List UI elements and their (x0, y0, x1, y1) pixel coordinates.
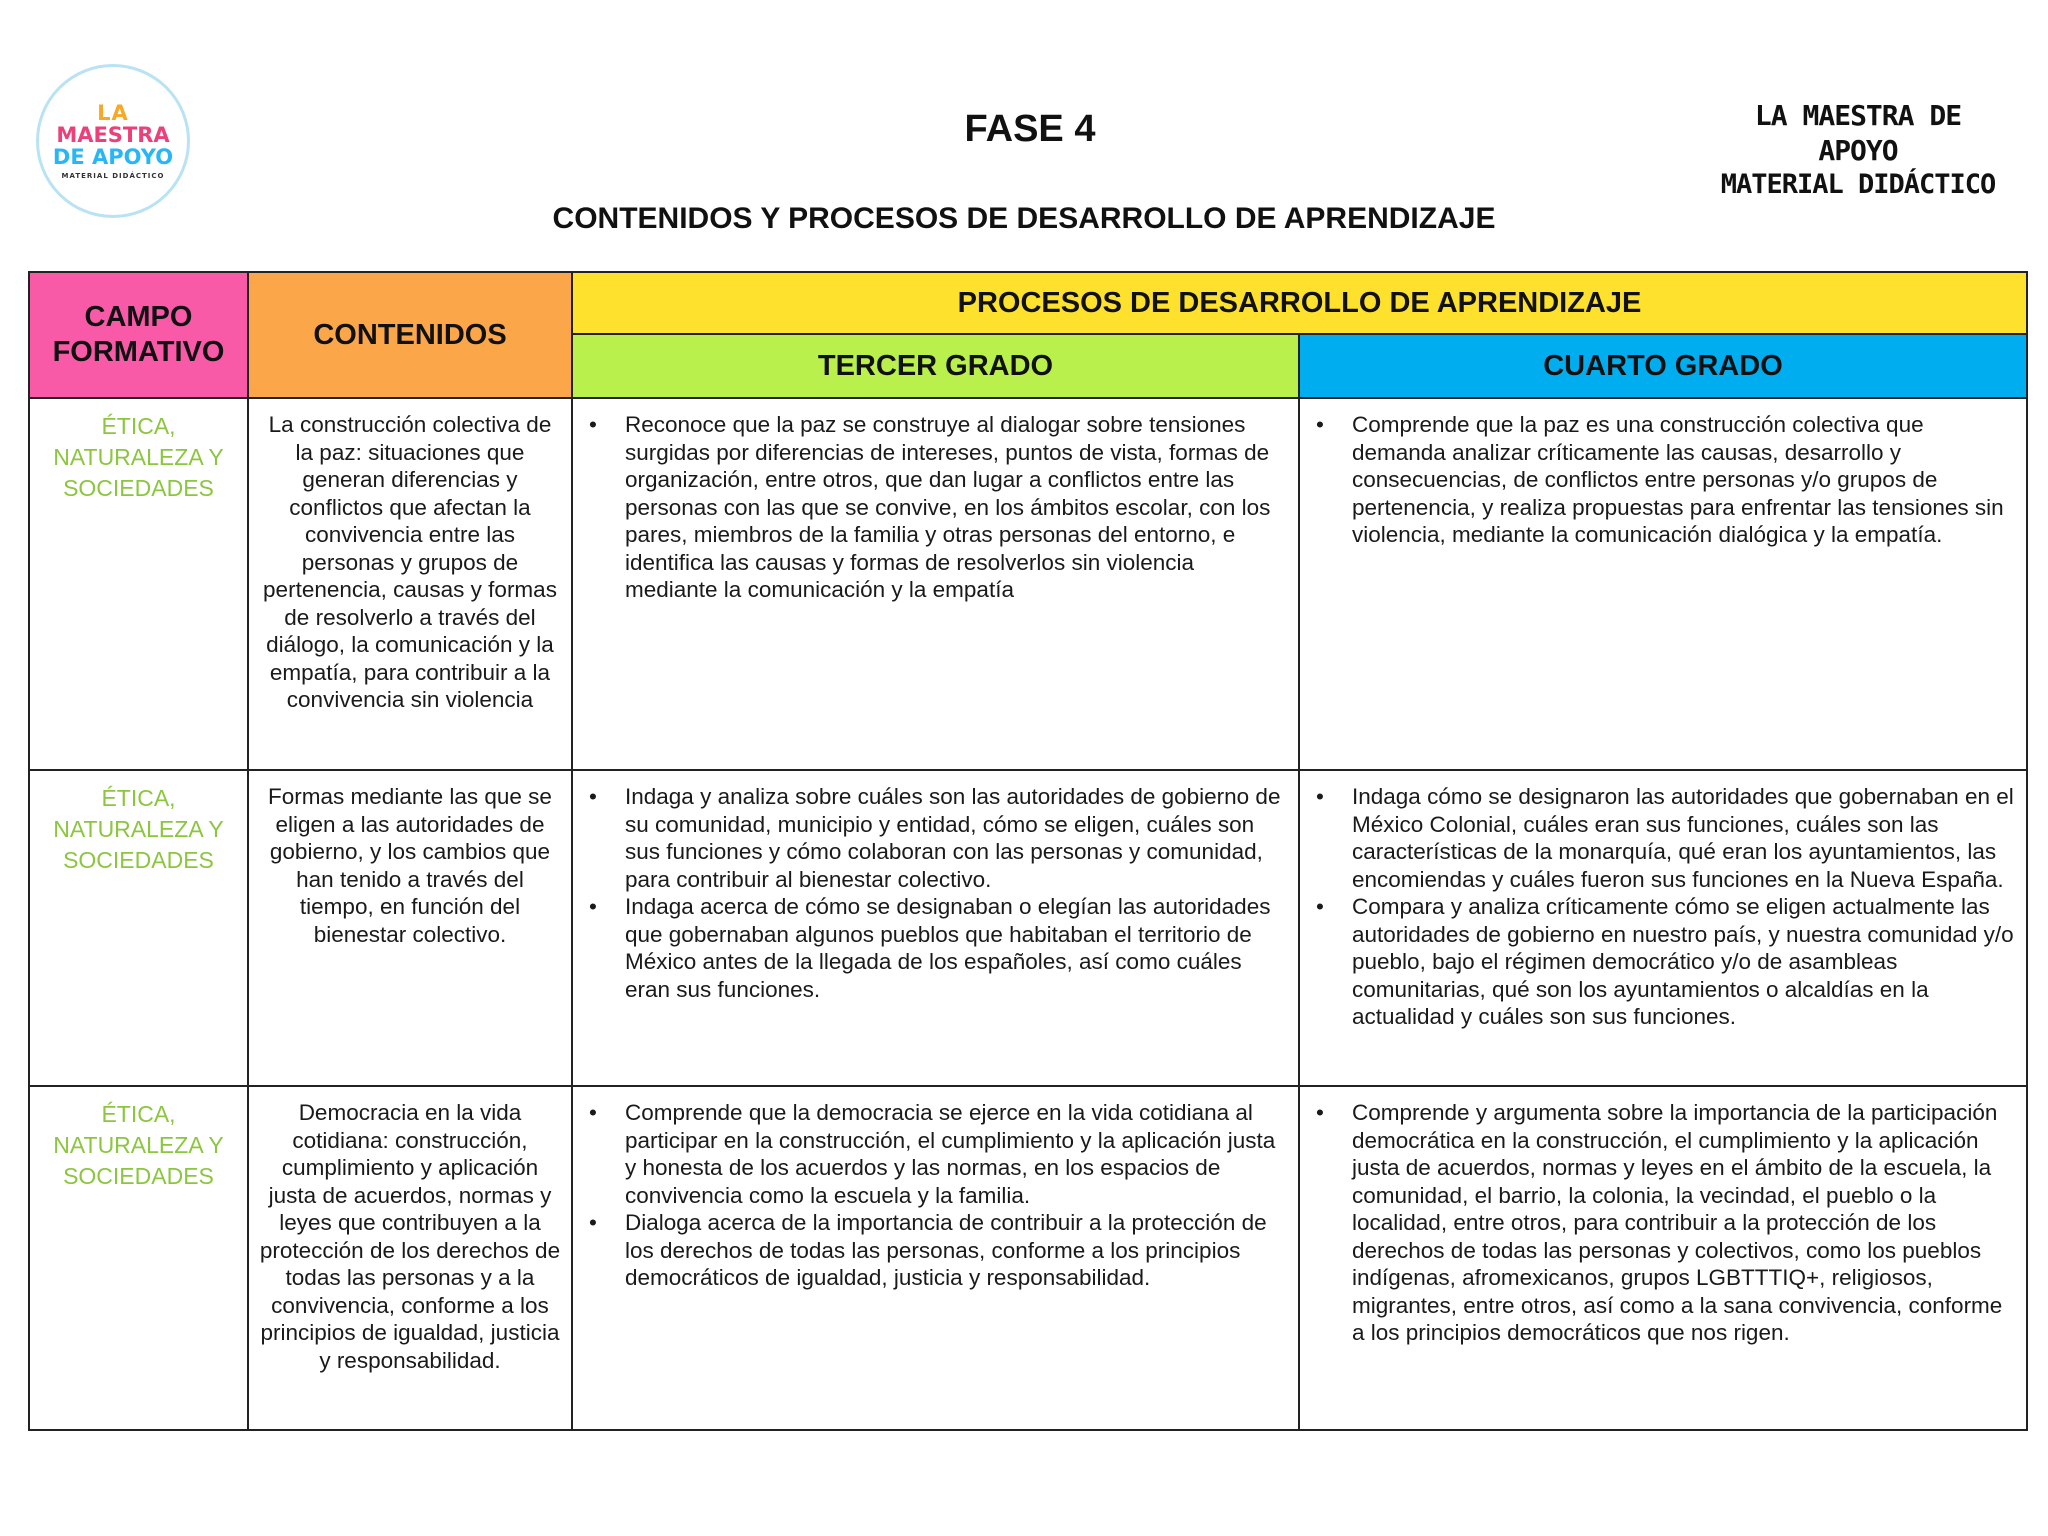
header-contenidos: CONTENIDOS (248, 272, 572, 398)
cuarto-grado-list (1310, 1099, 2016, 1347)
contenido-cell: Democracia en la vida cotidiana: construcción, cumplimiento y aplicación justa de acuerdos, normas y leyes que contribuyen a la protección de los derechos de todas las personas y a la convivencia, conforme a los principios de igualdad, justicia y responsabilidad. (248, 1086, 572, 1430)
logo-line-4: MATERIAL DIDÁCTICO (61, 171, 165, 180)
table-row (29, 1086, 2027, 1430)
campo-formativo-cell: ÉTICA, NATURALEZA Y SOCIEDADES (29, 770, 248, 1086)
cuarto-grado-list (1310, 783, 2016, 1031)
list-item: • Reconoce que la paz se construye al dialogar sobre tensiones surgidas por diferencias de intereses, puntos de vista, formas de organización, entre otros, que dan lugar a conflictos entre las personas con las que se convive, en los ámbitos escolar, con los pares, miembros de la familia y otras personas del entorno, e identifica las causas y formas de resolverlos sin violencia mediante la comunicación y la empatía (583, 411, 1288, 604)
list-item: • Comprende y argumenta sobre la importancia de la participación democrática en la construcción, el cumplimiento y la aplicación justa de acuerdos, normas y leyes en el ámbito de la escuela, la comunidad, el barrio, la colonia, la vecindad, el pueblo o la localidad, entre otros, para contribuir a la protección de los derechos de todas las personas y colectivos, como los pueblos indígenas, afromexicanos, grupos LGBTTTIQ+, religiosos, migrantes, entre otros, así como a la sana convivencia, conforme a los principios democráticos que nos rigen. (1310, 1099, 2016, 1347)
brand-line-1: LA MAESTRA DE APOYO (1754, 99, 1962, 167)
tercer-grado-cell (572, 398, 1299, 770)
list-item: • Dialoga acerca de la importancia de contribuir a la protección de los derechos de todas las personas, conforme a los principios democráticos de igualdad, justicia y responsabilidad. (583, 1209, 1288, 1292)
logo-line-1: LA (97, 100, 129, 125)
logo-line-2: MAESTRA (56, 122, 170, 147)
tercer-grado-list (583, 783, 1288, 1003)
tercer-grado-list (583, 411, 1288, 604)
list-item: • Indaga y analiza sobre cuáles son las autoridades de gobierno de su comunidad, municipio y entidad, cómo se eligen, cuáles son sus funciones y cómo colaboran con las personas y comunidad, para contribuir al bienestar colectivo. (583, 783, 1288, 893)
header-tercer-grado: TERCER GRADO (572, 334, 1299, 398)
cuarto-grado-cell (1299, 398, 2027, 770)
contenido-cell: Formas mediante las que se eligen a las autoridades de gobierno, y los cambios que han tenido a través del tiempo, en función del bienestar colectivo. (248, 770, 572, 1086)
contenido-cell: La construcción colectiva de la paz: situaciones que generan diferencias y conflictos que afectan la convivencia entre las personas y grupos de pertenencia, causas y formas de resolverlo a través del diálogo, la comunicación y la empatía, para contribuir a la convivencia sin violencia (248, 398, 572, 770)
cuarto-grado-list (1310, 411, 2016, 549)
tercer-grado-list (583, 1099, 1288, 1292)
logo-line-3: DE APOYO (52, 144, 174, 169)
table-body (29, 398, 2027, 1430)
list-item: • Indaga acerca de cómo se designaban o elegían las autoridades que gobernaban algunos pueblos que habitaban el territorio de México antes de la llegada de los españoles, así como cuáles eran sus funciones. (583, 893, 1288, 1003)
header-procesos: PROCESOS DE DESARROLLO DE APRENDIZAJE (572, 272, 2027, 334)
list-item: • Comprende que la democracia se ejerce en la vida cotidiana al participar en la construcción, el cumplimiento y la aplicación justa y honesta de los acuerdos y las normas, en los espacios de convivencia como la escuela y la familia. (583, 1099, 1288, 1209)
campo-formativo-cell: ÉTICA, NATURALEZA Y SOCIEDADES (29, 398, 248, 770)
header-cuarto-grado: CUARTO GRADO (1299, 334, 2027, 398)
cuarto-grado-cell (1299, 770, 2027, 1086)
page-title: FASE 4 (964, 108, 1096, 150)
brand-line-2: MATERIAL DIDÁCTICO (1720, 169, 1996, 200)
cuarto-grado-cell (1299, 1086, 2027, 1430)
page-subtitle: CONTENIDOS Y PROCESOS DE DESARROLLO DE APRENDIZAJE (552, 202, 1496, 235)
logo (36, 64, 190, 218)
brand-text (1708, 98, 2008, 202)
tercer-grado-cell (572, 770, 1299, 1086)
list-item: • Compara y analiza críticamente cómo se eligen actualmente las autoridades de gobierno en nuestro país, y nuestra comunidad y/o pueblo, bajo el régimen democrático y/o de asambleas comunitarias, qué son los ayuntamientos o alcaldías en la actualidad y cuáles son sus funciones. (1310, 893, 2016, 1031)
tercer-grado-cell (572, 1086, 1299, 1430)
campo-formativo-cell: ÉTICA, NATURALEZA Y SOCIEDADES (29, 1086, 248, 1430)
list-item: • Comprende que la paz es una construcción colectiva que demanda analizar críticamente las causas, desarrollo y consecuencias, de conflictos entre personas y/o grupos de pertenencia, y realiza propuestas para enfrentar las tensiones sin violencia, mediante la comunicación dialógica y la empatía. (1310, 411, 2016, 549)
table-row (29, 398, 2027, 770)
table-row (29, 770, 2027, 1086)
content-table (28, 271, 2028, 1431)
list-item: • Indaga cómo se designaron las autoridades que gobernaban en el México Colonial, cuáles eran sus funciones, cuáles son las características de la monarquía, qué eran los ayuntamientos, las encomiendas y cuáles fueron sus funciones en la Nueva España. (1310, 783, 2016, 893)
header-campo-formativo: CAMPO FORMATIVO (29, 272, 248, 398)
